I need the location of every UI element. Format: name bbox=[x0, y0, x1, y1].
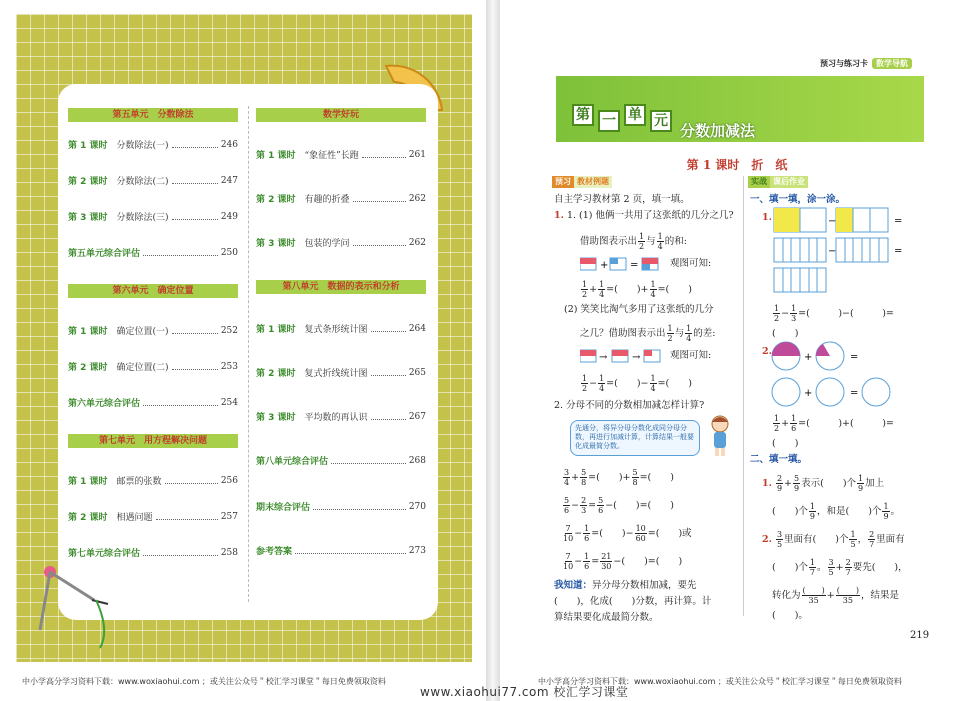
toc-entry bbox=[68, 474, 238, 487]
exercise-2-eq: $\frac{1}{2}$ + $\frac{1}{6}$ =( )+( )= bbox=[774, 414, 894, 433]
column-separator bbox=[248, 106, 249, 602]
toc-page-number: 265 bbox=[408, 367, 426, 378]
calc-2: $\frac{5}{6}$ − $\frac{2}{3}$ = $\frac{5}{6}$ −( )=( ) bbox=[564, 496, 674, 515]
toc-lesson-title: 复式条形统计图 bbox=[304, 325, 368, 335]
toc-page-number: 249 bbox=[220, 211, 238, 222]
svg-text:→: → bbox=[632, 352, 641, 363]
toc-leader-dots bbox=[172, 142, 218, 148]
toc-review-title: 第六单元综合评估 bbox=[68, 399, 141, 409]
know-text-2: ( )，化成( )分数，再计算。计 bbox=[554, 596, 712, 607]
toc-lesson-number: 第 1 课时 bbox=[68, 141, 108, 151]
toc-review-title: 期末综合评估 bbox=[256, 503, 311, 513]
toc-entry bbox=[256, 366, 426, 379]
intro-text: 自主学习教材第 2 页，填一填。 bbox=[554, 194, 690, 205]
toc-lesson-number: 第 1 课时 bbox=[256, 151, 296, 161]
toc-lesson-title: 包装的学问 bbox=[304, 239, 350, 249]
svg-text:+: + bbox=[804, 388, 813, 399]
toc-lesson-title: 确定位置(一) bbox=[116, 327, 169, 337]
toc-leader-dots bbox=[295, 548, 406, 554]
toc-review-title: 第七单元综合评估 bbox=[68, 549, 141, 559]
toc-leader-dots bbox=[165, 478, 218, 484]
toc-page-number: 262 bbox=[408, 193, 426, 204]
observe-text-2: 观图可知: bbox=[670, 350, 712, 361]
toc-lesson-title: “象征性”长跑 bbox=[304, 151, 359, 161]
toc-leader-dots bbox=[156, 514, 218, 520]
toc-page-number: 247 bbox=[220, 175, 238, 186]
toc-page-number: 256 bbox=[220, 475, 238, 486]
svg-text:−: − bbox=[828, 246, 837, 257]
fraction-circles bbox=[770, 340, 900, 410]
exercise-2-title: 二、填一填。 bbox=[750, 454, 808, 465]
toc-page-number: 261 bbox=[408, 149, 426, 160]
toc-review-title: 参考答案 bbox=[256, 547, 293, 557]
exercise-2-eq-answer: ( ) bbox=[772, 438, 799, 449]
toc-lesson-number: 第 2 课时 bbox=[68, 513, 108, 523]
exercise-1-number: 1. bbox=[762, 212, 772, 223]
toc-lesson-title: 分数除法(三) bbox=[116, 213, 169, 223]
toc-review-title: 第八单元综合评估 bbox=[256, 457, 329, 467]
toc-leader-dots bbox=[371, 326, 406, 332]
toc-lesson-title: 分数除法(一) bbox=[116, 141, 169, 151]
toc-lesson-title: 确定位置(二) bbox=[116, 363, 169, 373]
toc-lesson-number: 第 2 课时 bbox=[256, 369, 296, 379]
fill-2d: ( )。 bbox=[772, 610, 808, 621]
toc-lesson-title: 平均数的再认识 bbox=[304, 413, 368, 423]
header-tag: 数学导航 bbox=[872, 58, 912, 69]
toc-unit-header: 数学好玩 bbox=[256, 108, 426, 122]
preview-section-tag: 预习 教材例题 bbox=[552, 176, 612, 188]
svg-text:=: = bbox=[894, 216, 903, 227]
exercise-2-number: 2. bbox=[762, 346, 772, 357]
toc-lesson-number: 第 1 课时 bbox=[68, 477, 108, 487]
practice-section-tag: 实战 课后作业 bbox=[748, 176, 808, 188]
toc-leader-dots bbox=[172, 364, 218, 370]
toc-entry bbox=[256, 148, 426, 161]
equation-2: $\frac{1}{2}$ − $\frac{1}{4}$ =( )− $\frac{1}{4}$ =( ) bbox=[582, 374, 692, 393]
exercise-1-eq-answer: ( ) bbox=[772, 328, 799, 339]
toc-entry bbox=[256, 500, 426, 513]
lesson-title: 第 1 课时 折 纸 bbox=[686, 158, 788, 172]
speech-bubble: 先通分，将异分母分数化成同分母分数，再进行加减计算，计算结果一般要化成最简分数。 bbox=[570, 420, 700, 456]
fill-2: 2. $\frac{3}{5}$ 里面有( )个 $\frac{1}{5}$ ， $\frac{2}{7}$ 里面有 bbox=[762, 530, 905, 549]
toc-entry bbox=[256, 454, 426, 467]
fraction-diagram-1 bbox=[580, 256, 664, 272]
toc-lesson-title: 相遇问题 bbox=[116, 513, 153, 523]
toc-page-number: 270 bbox=[408, 501, 426, 512]
question-1a: 借助图表示出 $\frac{1}{2}$ 与 $\frac{1}{4}$ 的和: bbox=[580, 232, 687, 251]
toc-entry bbox=[68, 396, 238, 409]
toc-lesson-number: 第 1 课时 bbox=[256, 325, 296, 335]
exercise-1-eq: $\frac{1}{2}$ − $\frac{1}{3}$ =( )−( )= bbox=[774, 304, 894, 323]
fraction-bars bbox=[772, 206, 922, 296]
toc-leader-dots bbox=[353, 196, 406, 202]
fill-2c: 转化为 ( ) 35 + ( ) 35 ，结果是 bbox=[772, 586, 899, 605]
book-gutter bbox=[486, 0, 500, 701]
toc-entry bbox=[256, 236, 426, 249]
toc-leader-dots bbox=[362, 152, 406, 158]
toc-leader-dots bbox=[172, 178, 218, 184]
toc-entry bbox=[68, 510, 238, 523]
toc-entry bbox=[256, 192, 426, 205]
fill-1b: ( )个 $\frac{1}{9}$ ，和是( )个 $\frac{1}{9}$ 。 bbox=[772, 502, 901, 521]
toc-entry bbox=[256, 544, 426, 557]
know-text-3: 算结果要化成最简分数。 bbox=[554, 612, 659, 623]
toc-lesson-number: 第 3 课时 bbox=[256, 413, 296, 423]
toc-lesson-number: 第 1 课时 bbox=[68, 327, 108, 337]
calc-4: $\frac{7}{10}$ − $\frac{1}{6}$ = $\frac{21}{30}$ −( )=( ) bbox=[563, 552, 683, 571]
question-1: 1. 1. (1) 他俩一共用了这张纸的几分之几? bbox=[554, 210, 734, 221]
toc-entry bbox=[256, 322, 426, 335]
toc-leader-dots bbox=[172, 214, 218, 220]
svg-text:=: = bbox=[850, 388, 859, 399]
toc-lesson-title: 邮票的张数 bbox=[116, 477, 162, 487]
toc-leader-dots bbox=[172, 328, 218, 334]
equation-1: $\frac{1}{2}$ + $\frac{1}{4}$ =( )+ $\frac{1}{4}$ =( ) bbox=[582, 280, 692, 299]
toc-page-number: 268 bbox=[408, 455, 426, 466]
toc-entry bbox=[68, 546, 238, 559]
page-header-label bbox=[820, 58, 912, 69]
know-text: 我知道：异分母分数相加减，要先 bbox=[554, 580, 697, 591]
toc-unit-header: 第五单元 分数除法 bbox=[68, 108, 238, 122]
footer-text: 中小学高分学习资料下载：www.woxiaohui.com ；或关注公众号＂校汇学习课堂＂每日免费领取资料 bbox=[22, 677, 386, 686]
toc-lesson-number: 第 2 课时 bbox=[256, 195, 296, 205]
exercise-1-title: 一、填一填，涂一涂。 bbox=[750, 194, 846, 205]
toc-page-number: 273 bbox=[408, 545, 426, 556]
toc-page-number: 262 bbox=[408, 237, 426, 248]
svg-text:+: + bbox=[600, 260, 609, 271]
fill-2b: ( )个 $\frac{1}{7}$ 。 $\frac{3}{5}$ + $\frac{2}{7}$ 要先( )， bbox=[772, 558, 908, 577]
toc-unit-header: 第八单元 数据的表示和分析 bbox=[256, 280, 426, 294]
svg-text:=: = bbox=[630, 260, 639, 271]
question-2: 2. 分母不同的分数相加减怎样计算? bbox=[554, 400, 705, 411]
fill-1: 1. $\frac{2}{9}$ + $\frac{5}{9}$ 表示( )个 $\frac{1}{9}$ 加上 bbox=[762, 474, 885, 493]
toc-leader-dots bbox=[143, 400, 218, 406]
toc-entry bbox=[68, 324, 238, 337]
toc-leader-dots bbox=[331, 458, 406, 464]
toc-page-number: 267 bbox=[408, 411, 426, 422]
toc-unit-header: 第七单元 用方程解决问题 bbox=[68, 434, 238, 448]
unit-char-box: 单 bbox=[624, 104, 646, 126]
toc-leader-dots bbox=[143, 550, 218, 556]
toc-page-number: 246 bbox=[220, 139, 238, 150]
toc-page-number: 264 bbox=[408, 323, 426, 334]
column-divider bbox=[743, 176, 744, 616]
unit-name: 分数加减法 bbox=[680, 122, 756, 140]
toc-lesson-number: 第 3 课时 bbox=[68, 213, 108, 223]
toc-page-number: 250 bbox=[220, 247, 238, 258]
svg-text:→: → bbox=[599, 352, 608, 363]
toc-entry bbox=[68, 246, 238, 259]
svg-text:=: = bbox=[850, 352, 859, 363]
toc-entry bbox=[68, 138, 238, 151]
toc-page-number: 253 bbox=[220, 361, 238, 372]
toc-page-number: 258 bbox=[220, 547, 238, 558]
toc-page-number: 254 bbox=[220, 397, 238, 408]
toc-entry bbox=[256, 410, 426, 423]
girl-icon bbox=[706, 414, 734, 456]
page-number: 219 bbox=[910, 630, 930, 641]
toc-lesson-number: 第 3 课时 bbox=[256, 239, 296, 249]
toc-leader-dots bbox=[313, 504, 406, 510]
toc-entry bbox=[68, 174, 238, 187]
footer-text: 中小学高分学习资料下载：www.woxiaohui.com ；或关注公众号＂校汇学习课堂＂每日免费领取资料 bbox=[538, 677, 902, 686]
toc-review-title: 第五单元综合评估 bbox=[68, 249, 141, 259]
toc-lesson-title: 复式折线统计图 bbox=[304, 369, 368, 379]
toc-leader-dots bbox=[371, 414, 406, 420]
toc-leader-dots bbox=[143, 250, 218, 256]
watermark: www.xiaohui77.com 校汇学习课堂 bbox=[420, 685, 629, 699]
toc-card bbox=[58, 84, 438, 620]
toc-leader-dots bbox=[371, 370, 406, 376]
right-page bbox=[500, 0, 974, 701]
unit-char-box: 元 bbox=[650, 110, 672, 132]
toc-unit-header: 第六单元 确定位置 bbox=[68, 284, 238, 298]
toc-lesson-number: 第 2 课时 bbox=[68, 363, 108, 373]
toc-leader-dots bbox=[353, 240, 406, 246]
calc-3: $\frac{7}{10}$ − $\frac{1}{6}$ =( )− $\frac{10}{60}$ =( )或 bbox=[563, 524, 692, 543]
toc-entry bbox=[68, 210, 238, 223]
compass-icon bbox=[36, 560, 110, 650]
unit-char-box: 第 bbox=[572, 104, 594, 126]
toc-entry bbox=[68, 360, 238, 373]
header-title: 预习与练习卡 bbox=[820, 59, 868, 68]
toc-lesson-number: 第 2 课时 bbox=[68, 177, 108, 187]
svg-text:−: − bbox=[828, 216, 837, 227]
observe-text: 观图可知: bbox=[670, 258, 712, 269]
toc-lesson-title: 分数除法(二) bbox=[116, 177, 169, 187]
question-1c: (2) 笑笑比淘气多用了这张纸的几分 bbox=[564, 304, 714, 315]
toc-page-number: 257 bbox=[220, 511, 238, 522]
calc-1: $\frac{3}{4}$ + $\frac{5}{8}$ =( )+ $\frac{5}{8}$ =( ) bbox=[564, 468, 674, 487]
svg-text:+: + bbox=[804, 352, 813, 363]
unit-char-box: 一 bbox=[598, 110, 620, 132]
svg-text:=: = bbox=[894, 246, 903, 257]
toc-page-number: 252 bbox=[220, 325, 238, 336]
left-page bbox=[0, 0, 486, 701]
question-1d: 之几？借助图表示出 $\frac{1}{2}$ 与 $\frac{1}{4}$ 的差: bbox=[580, 324, 716, 343]
fraction-diagram-2 bbox=[580, 348, 664, 364]
toc-lesson-title: 有趣的折叠 bbox=[304, 195, 350, 205]
